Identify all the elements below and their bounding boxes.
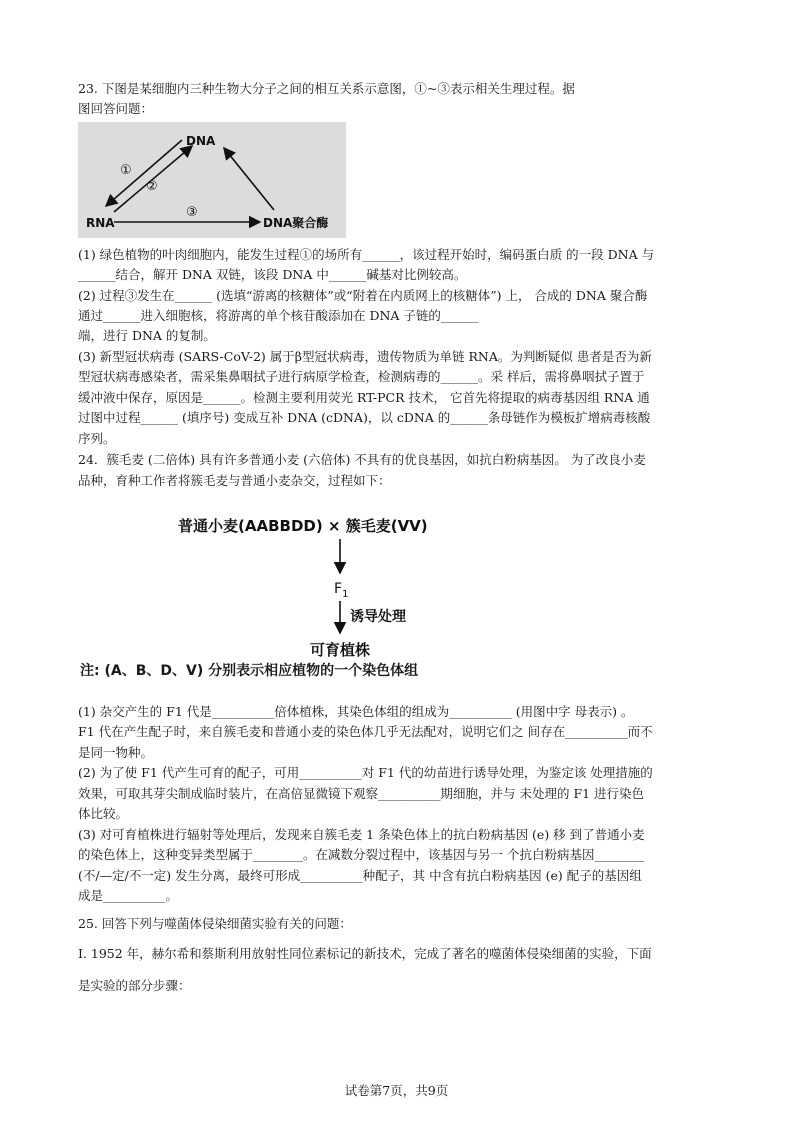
q23-part2-line3: 端，进行 DNA 的复制。	[78, 328, 216, 343]
q24-part1-line2: F1 代在产生配子时，来自簇毛麦和普通小麦的染色体几乎无法配对，说明它们之 间存在__________而不	[78, 724, 653, 739]
q24-part3-line2: 的染色体上，这种变异类型属于________。在减数分裂过程中，该基因与另一 个抗白粉病基因________	[78, 847, 645, 862]
q23-diagram	[78, 122, 346, 238]
q25-part1-line1: Ⅰ. 1952 年，赫尔希和蔡斯利用放射性同位素标记的新技术，完成了著名的噬菌体侵染细菌的实验，下面	[78, 946, 652, 961]
dna-label: DNA	[186, 134, 216, 148]
q23-part2-line1: (2) 过程③发生在______ (选填“游离的核糖体”或“附着在内质网上的核糖体”) 上， 合成的 DNA 聚合酶	[78, 288, 648, 303]
q23-stem-line2: 图回答问题：	[78, 101, 154, 116]
q23-stem-line1: 23. 下图是某细胞内三种生物大分子之间的相互关系示意图，①~③表示相关生理过程。据	[78, 81, 575, 96]
rna-label: RNA	[86, 216, 115, 230]
q24-part3-line3: (不/—定/不一定) 发生分离，最终可形成__________种配子，其 中含有抗白粉病基因 (e) 配子的基因组	[78, 868, 642, 883]
q24-stem-line2: 品种，育种工作者将簇毛麦与普通小麦杂交，过程如下：	[78, 473, 391, 488]
q24-stem-line1: 24．簇毛麦 (二倍体) 具有许多普通小麦 (六倍体) 不具有的优良基因，如抗白粉病基因。 为了改良小麦	[78, 452, 646, 467]
q23-part3-line1: (3) 新型冠状病毒 (SARS-CoV-2) 属于β型冠状病毒，遗传物质为单链 RNA。为判断疑似 患者是否为新	[78, 349, 652, 364]
q24-part2-line1: (2) 为了使 F1 代产生可育的配子，可用__________对 F1 代的幼苗进行诱导处理，为鉴定该 处理措施的	[78, 765, 653, 780]
q24-part1-line3: 是同一物种。	[78, 745, 154, 760]
q23-figure	[78, 122, 346, 238]
q24-part3-line1: (3) 对可育植株进行辐射等处理后，发现来自簇毛麦 1 条染色体上的抗白粉病基因 (e) 移 到了普通小麦	[78, 827, 645, 842]
cross-label: 普通小麦(AABBDD) × 簇毛麦(VV)	[178, 517, 428, 535]
f1-label: $F_1$	[334, 581, 349, 600]
step1-label: ①	[120, 163, 132, 178]
q24-part2-line2: 效果，可取其芽尖制成临时装片，在高倍显微镜下观察__________期细胞，并与 未处理的 F1 进行染色	[78, 786, 645, 801]
arrow-enzyme-to-dna	[224, 148, 274, 210]
arrow-step1	[106, 140, 182, 206]
q23-part1-line1: (1) 绿色植物的叶肉细胞内，能发生过程①的场所有______，该过程开始时，编码蛋白质 的一段 DNA 与	[78, 247, 655, 262]
enzyme-label: DNA聚合酶	[263, 216, 329, 230]
q23-part3-line2: 型冠状病毒感染者，需采集鼻咽拭子进行病原学检查，检测病毒的______。采 样后，需将鼻咽拭子置于	[78, 369, 645, 384]
fertile-plant-label: 可育植株	[310, 641, 371, 659]
q24-figure-note: 注: (A、B、D、V) 分别表示相应植物的一个染色体组	[80, 663, 419, 679]
q25-stem: 25. 回答下列与噬菌体侵染细菌实验有关的问题：	[78, 916, 352, 931]
q23-part2-line2: 通过______进入细胞核，将游离的单个核苷酸添加在 DNA 子链的______	[78, 308, 479, 323]
q23-part3-line5: 序列。	[78, 431, 116, 446]
step2-label: ②	[146, 179, 158, 194]
q24-part2-line3: 体比较。	[78, 806, 129, 821]
induce-label: 诱导处理	[350, 609, 406, 625]
q23-part3-line4: 过图中过程______ (填序号) 变成互补 DNA (cDNA)，以 cDNA 的______条母链作为模板扩增病毒核酸	[78, 410, 651, 425]
q25-part1-line2: 是实验的部分步骤：	[78, 978, 191, 993]
q24-part1-line1: (1) 杂交产生的 F1 代是__________倍体植株，其染色体组的组成为__________ (用图中字 母表示) 。	[78, 704, 634, 719]
step3-label: ③	[186, 205, 198, 220]
page-footer: 试卷第7页，共9页	[344, 1083, 449, 1098]
q23-part3-line3: 缓冲液中保存，原因是______。检测主要利用荧光 RT-PCR 技术， 它首先将提取的病毒基因组 RNA 通	[78, 390, 650, 405]
q24-part3-line4: 成是__________。	[78, 888, 179, 903]
q23-part1-line2: ______结合，解开 DNA 双链，该段 DNA 中______碱基对比例较高。	[78, 267, 467, 282]
